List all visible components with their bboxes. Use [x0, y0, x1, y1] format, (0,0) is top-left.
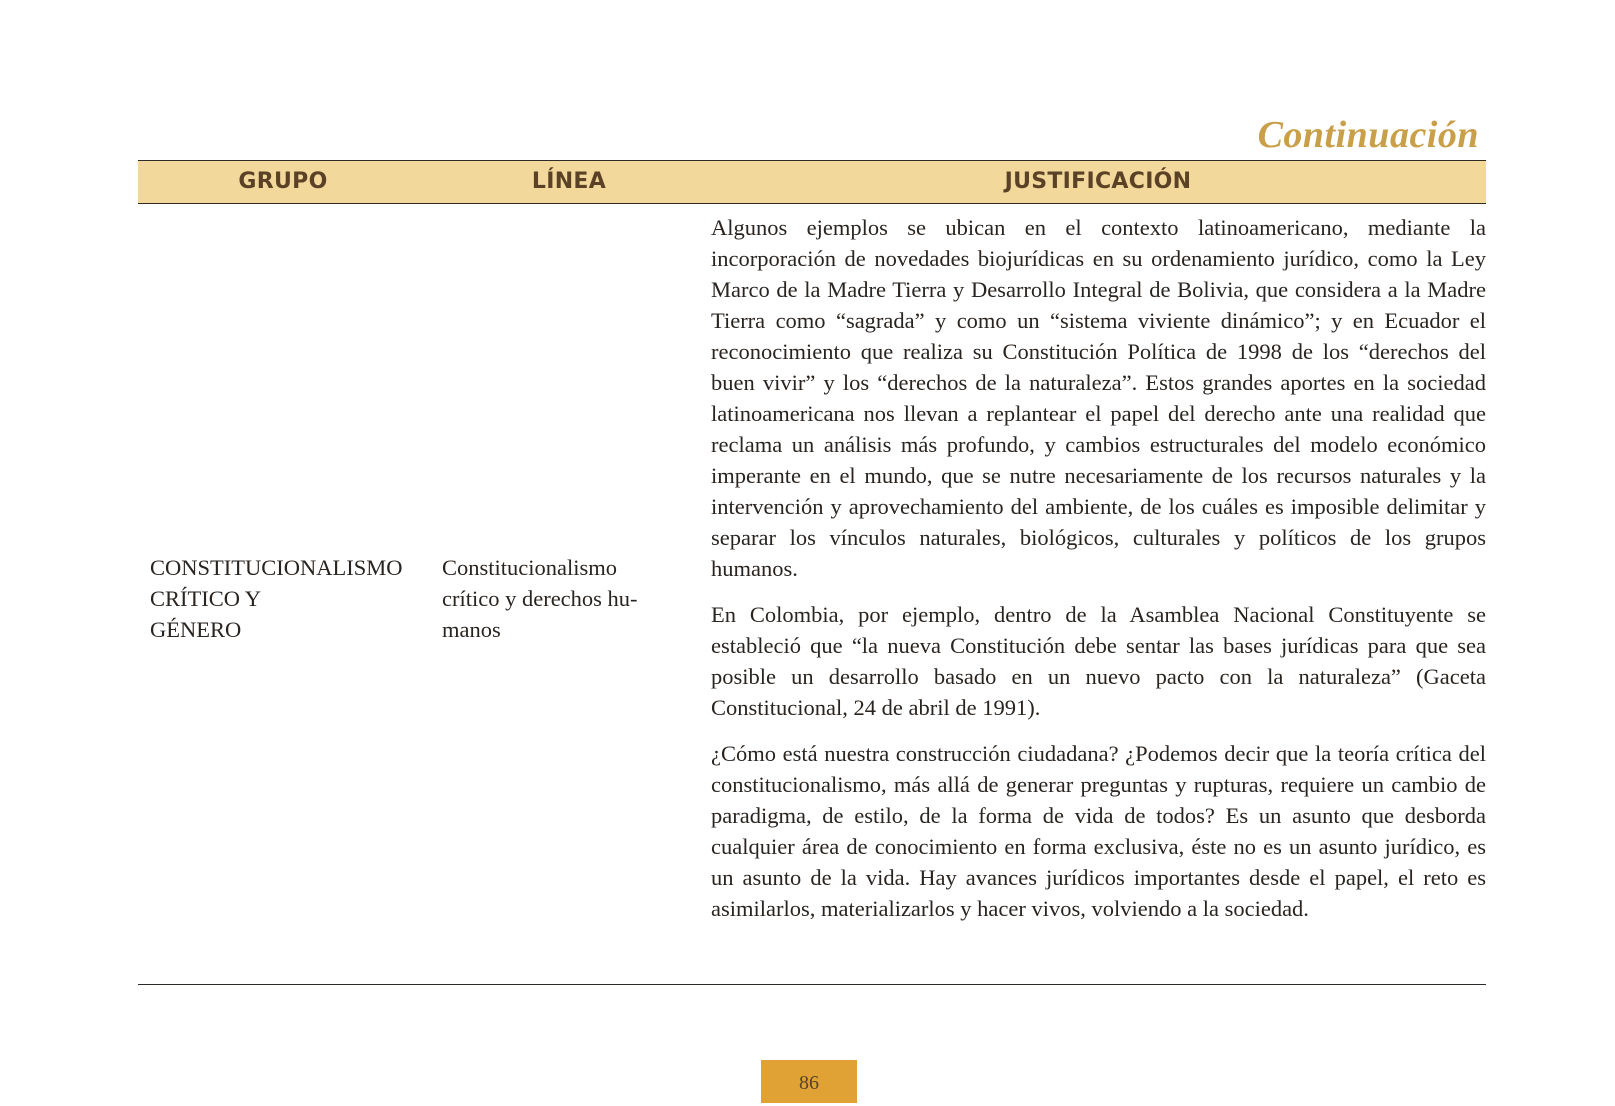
linea-text-line: Constitucionalismo [442, 555, 618, 580]
grupo-text-line: CRÍTICO Y [150, 586, 262, 611]
column-header-grupo: GRUPO [238, 169, 328, 194]
justificacion-cell [711, 212, 1486, 924]
table-header-row [138, 160, 1486, 204]
page-number: 86 [761, 1060, 857, 1103]
grupo-text-line: CONSTITUCIONALISMO [150, 555, 403, 580]
grupo-text-line: GÉNERO [150, 617, 242, 642]
justificacion-paragraph: Algunos ejemplos se ubican en el contexto latinoamericano, mediante la incorporación de novedades biojurídicas en su ordenamiento jurídico, como la Ley Marco de la Madre Tierra y Desarrollo Integral de Bolivia, que considera a la Madre Tierra como “sagrada” y como un “sistema viviente dinámico”; y en Ecuador el reconocimiento que realiza su Constitución Política de 1998 de los “derechos del buen vivir” y los “derechos de la naturaleza”. Estos grandes aportes en la sociedad latinoamericana nos llevan a replantear el papel del derecho ante una realidad que reclama un análisis más profundo, y cambios estructurales del modelo económico imperante en el mundo, que se nutre necesariamente de los recursos naturales y la intervención y aprovechamiento del ambiente, de los cuáles es imposible delimitar y separar los vínculos naturales, biológicos, culturales y políticos de los grupos humanos. [711, 215, 1486, 581]
table-row [138, 204, 1486, 985]
column-header-justificacion: JUSTIFICACIÓN [1004, 169, 1192, 194]
linea-text-line: crítico y derechos hu- [442, 586, 638, 611]
grupo-cell [150, 552, 430, 645]
justificacion-paragraph: ¿Cómo está nuestra construcción ciudadana? ¿Podemos decir que la teoría crítica del constitucionalismo, más allá de generar preguntas y rupturas, requiere un cambio de paradigma, de estilo, de la forma de vida de todos? Es un asunto que desborda cualquier área de conocimiento en forma exclusiva, éste no es un asunto jurídico, es un asunto de la vida. Hay avances jurídicos importantes desde el papel, el reto es asimilarlos, materializarlos y hacer vivos, volviendo a la sociedad. [711, 741, 1486, 921]
linea-text-line: manos [442, 617, 501, 642]
justificacion-paragraph: En Colombia, por ejemplo, dentro de la Asamblea Nacional Constituyente se estableció que “la nueva Constitución debe sentar las bases jurídicas para que sea posible un desarrollo basado en un nuevo pacto con la naturaleza” (Gaceta Constitucional, 24 de abril de 1991). [711, 602, 1486, 720]
continuation-heading: Continuación [1257, 114, 1479, 156]
group-line-table [138, 160, 1486, 985]
linea-cell [442, 552, 682, 645]
column-header-linea: LÍNEA [531, 169, 607, 194]
